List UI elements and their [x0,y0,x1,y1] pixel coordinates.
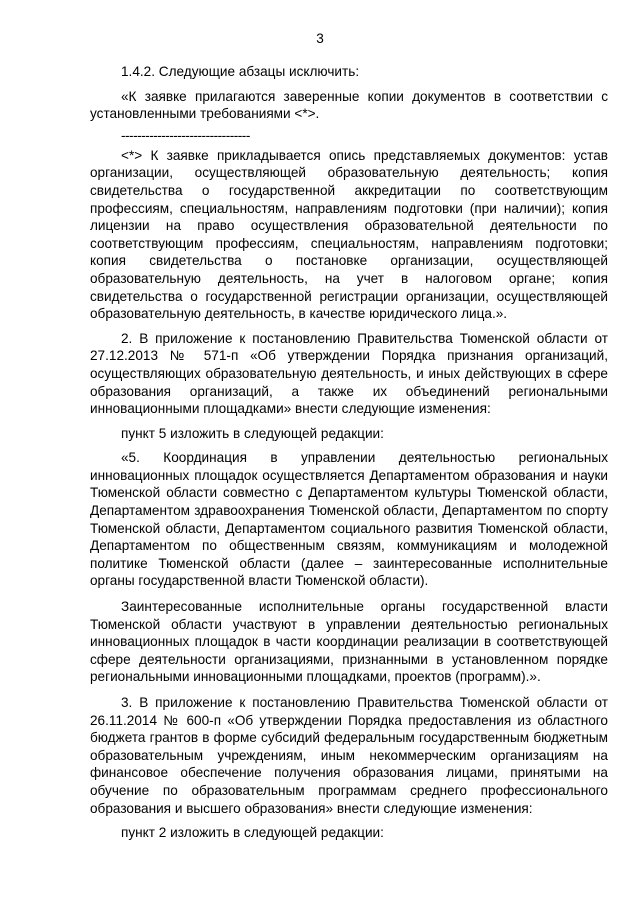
footnote-paragraph: <*> К заявке прикладывается опись представляемых документов: устав организации, осуществляющей образовательную деятельность; копия свидетельства о государственной аккредитации по соответствующим профессиям, специальностям, направлениям подготовки (при наличии); копия лицензии на право осуществления образовательной деятельности по соответствующим профессиям, специальностям, направлениям подготовки; копия свидетельства о постановке организации, осуществляющей образовательную деятельность, на учет в налоговом органе; копия свидетельства о государственной регистрации организации, осуществляющей образовательную деятельность, в качестве юридического лица.». [90,147,608,322]
paragraph-1-4-2: 1.4.2. Следующие абзацы исключить: [121,64,360,79]
paragraph-item-3: 3. В приложение к постановлению Правительства Тюменской области от 26.11.2014 № 600-п «Об утверждении Порядка предоставления из областного бюджета грантов в форме субсидий федеральным государственным бюджетным образовательным учреждениям, иным некоммерческим организациям на финансовое обеспечение получения образования лицами, принятыми на обучение по образовательным программам среднего профессионального образования и высшего образования» внести следующие изменения: [90,695,608,816]
paragraph-item-2-intro: пункт 2 изложить в следующей редакции: [121,825,384,841]
paragraph-interested-bodies: Заинтересованные исполнительные органы государственной власти Тюменской области участвуют в управлении деятельностью региональных инновационных площадок в части координации реализации в соответствующей сфере деятельности организациями, признанными в установленном порядке региональными инновационными площадками, проектов (программ).». [90,599,608,685]
document-body [90,63,608,842]
paragraph-item-5-text: «5. Координация в управлении деятельностью региональных инновационных площадок осуществляется Департаментом образования и науки Тюменской области совместно с Департаментом культуры Тюменской области, Департаментом здравоохранения Тюменской области, Департаментом по спорту Тюменской области, Департаментом социального развития Тюменской области, Департаментом по общественным связям, коммуникациям и молодежной политике Тюменской области (далее – заинтересованные исполнительные органы государственной власти Тюменской области). [90,450,608,589]
footnote-separator: -------------------------------- [121,127,250,143]
page-number: 3 [316,31,324,46]
paragraph-item-2: 2. В приложение к постановлению Правительства Тюменской области от 27.12.2013 № 571-п «Об утверждении Порядка признания организаций, осуществляющих образовательную деятельность, и иных действующих в сфере образования организаций, а также их объединений региональными инновационными площадками» внести следующие изменения: [90,330,608,417]
paragraph-item-5-intro: пункт 5 изложить в следующей редакции: [121,425,384,441]
paragraph-application-copies: «К заявке прилагаются заверенные копии документов в соответствии с установленными требованиями <*>. [90,88,608,122]
